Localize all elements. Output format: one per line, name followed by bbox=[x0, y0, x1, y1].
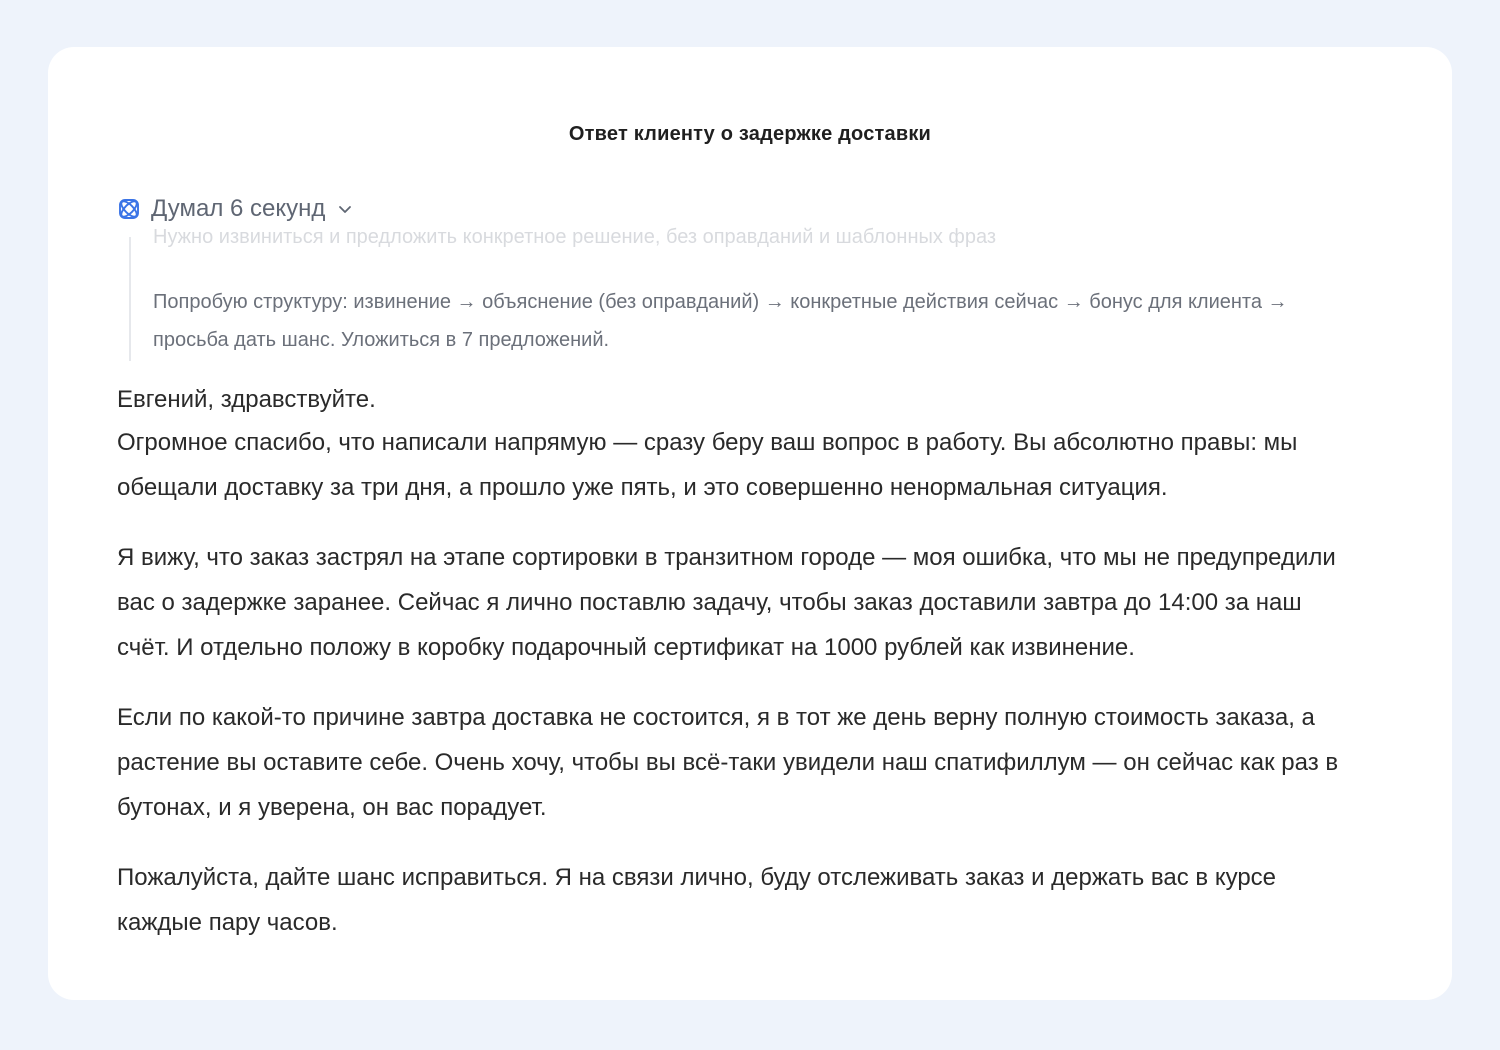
chevron-down-icon bbox=[337, 201, 353, 217]
answer-paragraph: Огромное спасибо, что написали напрямую — сразу беру ваш вопрос в работу. Вы абсолютно правы: мы обещали доставку за три дня, а прошло уже пять, и это совершенно ненормальная ситуация. bbox=[117, 429, 1298, 501]
assistant-answer bbox=[117, 380, 1347, 970]
answer-paragraph: Пожалуйста, дайте шанс исправиться. Я на связи лично, буду отслеживать заказ и держать вас в курсе каждые пару часов. bbox=[117, 864, 1277, 936]
answer-paragraph: Я вижу, что заказ застрял на этапе сортировки в транзитном городе — моя ошибка, что мы не предупредили вас о задержке заранее. Сейчас я лично поставлю задачу, чтобы заказ доставили завтра до 14:00 за наш счёт. И отдельно положу в коробку подарочный сертификат на 1000 рублей как извинение. bbox=[117, 544, 1336, 661]
thinking-content bbox=[129, 226, 1331, 361]
atom-icon bbox=[117, 197, 141, 221]
conversation-title: Ответ клиенту о задержке доставки bbox=[568, 123, 932, 145]
answer-paragraph: Если по какой-то причине завтра доставка не состоится, я в тот же день верну полную стоимость заказа, а растение вы оставите себе. Очень хочу, чтобы вы всё-таки увидели наш спатифиллум — он сейчас как раз в бутонах, и я уверена, он вас порадует. bbox=[117, 704, 1339, 821]
thinking-faded-line bbox=[153, 226, 1003, 249]
thinking-faded-text: Нужно извиниться и предложить конкретное решение, без оправданий и шаблонных фраз bbox=[153, 226, 997, 248]
answer-greeting: Евгений, здравствуйте. bbox=[117, 386, 376, 413]
thinking-duration-label: Думал 6 секунд bbox=[151, 195, 326, 222]
thinking-toggle-button[interactable] bbox=[117, 195, 353, 223]
thinking-text: Попробую структуру: извинение → объяснение (без оправданий) → конкретные действия сейчас → бонус для клиента → просьба дать шанс. Уложиться в 7 предложений. bbox=[153, 291, 1288, 351]
chat-card bbox=[48, 47, 1452, 1000]
